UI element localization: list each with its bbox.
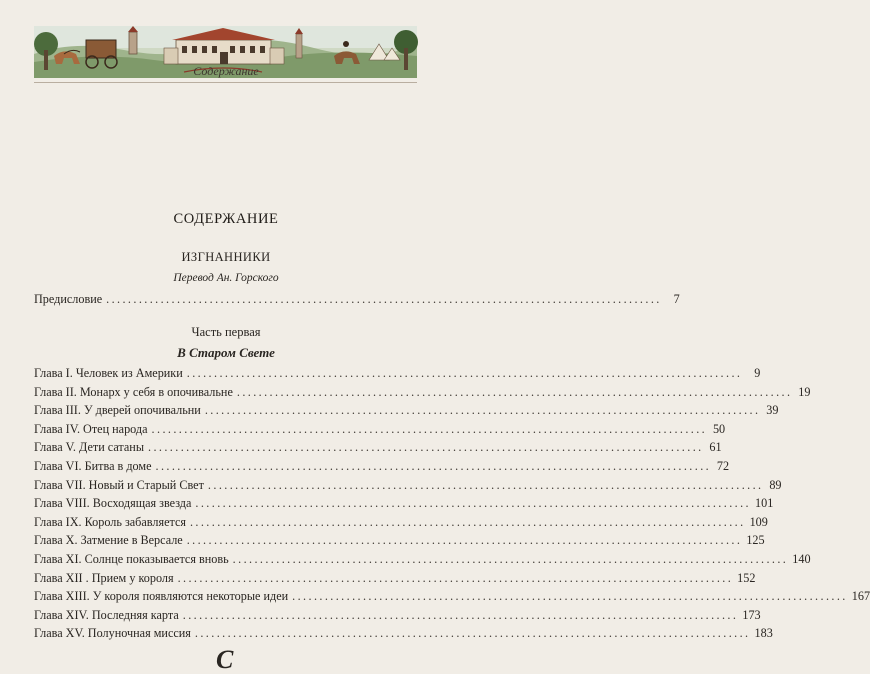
toc-label: Глава I. Человек из Америки: [34, 366, 183, 380]
toc-page-number: 152: [737, 570, 756, 585]
toc-row-chapter[interactable]: [34, 495, 774, 511]
toc-row-chapter[interactable]: [34, 625, 773, 641]
toc-row-chapter[interactable]: [34, 607, 761, 623]
toc-page-number: 125: [746, 533, 765, 548]
translator-credit: Перевод Ан. Горского: [173, 272, 279, 284]
toc-page-number: 173: [742, 607, 761, 622]
toc-label: Глава VII. Новый и Старый Свет: [34, 477, 204, 492]
toc-leader: ......................................................................................................: [177, 570, 734, 585]
toc-row-chapter[interactable]: [34, 365, 761, 381]
toc-leader: ......................................................................................................: [236, 384, 793, 399]
toc-page-number: 39: [766, 403, 779, 418]
toc-row-chapter[interactable]: [34, 402, 779, 418]
toc-page-number: 7: [673, 292, 680, 306]
toc-row-chapter[interactable]: [34, 532, 765, 548]
toc-row-chapter[interactable]: [34, 588, 870, 604]
toc-row-chapter[interactable]: [34, 384, 811, 400]
toc-label: Глава XI. Солнце показывается вновь: [34, 552, 229, 566]
toc-leader: ......................................................................................................: [182, 607, 739, 622]
toc-page-number: 9: [754, 366, 761, 380]
toc-page-number: 72: [716, 459, 730, 473]
part-label: Часть первая: [191, 325, 261, 339]
toc-row-chapter[interactable]: [34, 458, 730, 474]
toc-row-chapter[interactable]: [34, 570, 756, 586]
toc-row-chapter[interactable]: [34, 439, 722, 455]
toc-label: Глава VI. Битва в доме: [34, 459, 152, 473]
toc-page-number: 50: [712, 421, 726, 436]
toc-leader: ......................................................................................................: [151, 421, 708, 436]
toc-label: Глава IX. Король забавляется: [34, 514, 186, 529]
toc-label: Глава III. У дверей опочивальни: [34, 403, 201, 418]
toc-label: Глава XV. Полуночная миссия: [34, 626, 191, 641]
toc-label: Глава XIV. Последняя карта: [34, 607, 179, 622]
toc-leader: ......................................................................................................: [186, 533, 743, 548]
toc-label: Глава V. Дети сатаны: [34, 440, 145, 455]
toc-page-number: 89: [769, 477, 782, 492]
header-divider: [34, 82, 417, 83]
contents-title: СОДЕРЖАНИЕ: [173, 211, 279, 227]
toc-leader: ......................................................................................................: [232, 552, 789, 566]
toc-leader: ......................................................................................................: [148, 440, 704, 455]
toc-page-number: 167: [851, 589, 870, 604]
toc-leader: ......................................................................................................: [204, 403, 761, 418]
toc-leader: ......................................................................................................: [186, 366, 743, 380]
next-page-glyph: С: [216, 645, 234, 674]
toc-row-chapter[interactable]: [34, 477, 782, 493]
toc-row-chapter[interactable]: [34, 514, 768, 530]
section-title: ИЗГНАННИКИ: [181, 250, 271, 264]
toc-page-number: 183: [754, 626, 773, 641]
part-title: В Старом Свете: [177, 345, 275, 360]
toc-row-preface[interactable]: [34, 291, 680, 307]
toc-leader: ......................................................................................................: [195, 496, 751, 511]
toc-leader: ......................................................................................................: [194, 626, 751, 641]
toc-row-chapter[interactable]: [34, 421, 726, 437]
toc-page-number: 109: [749, 514, 768, 529]
toc-page-number: 140: [792, 552, 811, 566]
toc-page-number: 61: [709, 440, 722, 455]
toc-leader: ......................................................................................................: [106, 292, 662, 306]
toc-leader: ......................................................................................................: [189, 514, 746, 529]
toc-label: Глава XIII. У короля появляются некоторые идеи: [34, 589, 289, 604]
toc-page-number: 19: [798, 384, 811, 399]
toc-label: Глава II. Монарх у себя в опочивальне: [34, 384, 233, 399]
toc-label: Глава XII . Прием у короля: [34, 570, 174, 585]
toc-label: Предисловие: [34, 292, 103, 306]
toc-label: Глава VIII. Восходящая звезда: [34, 496, 192, 511]
toc-label: Глава X. Затмение в Версале: [34, 533, 183, 548]
toc-label: Глава IV. Отец народа: [34, 421, 148, 436]
running-header: Содержание: [193, 64, 259, 78]
toc-leader: ......................................................................................................: [155, 459, 712, 473]
toc-leader: ......................................................................................................: [207, 477, 764, 492]
toc-page-number: 101: [755, 496, 774, 511]
toc-row-chapter[interactable]: [34, 551, 811, 567]
toc-leader: ......................................................................................................: [292, 589, 848, 604]
